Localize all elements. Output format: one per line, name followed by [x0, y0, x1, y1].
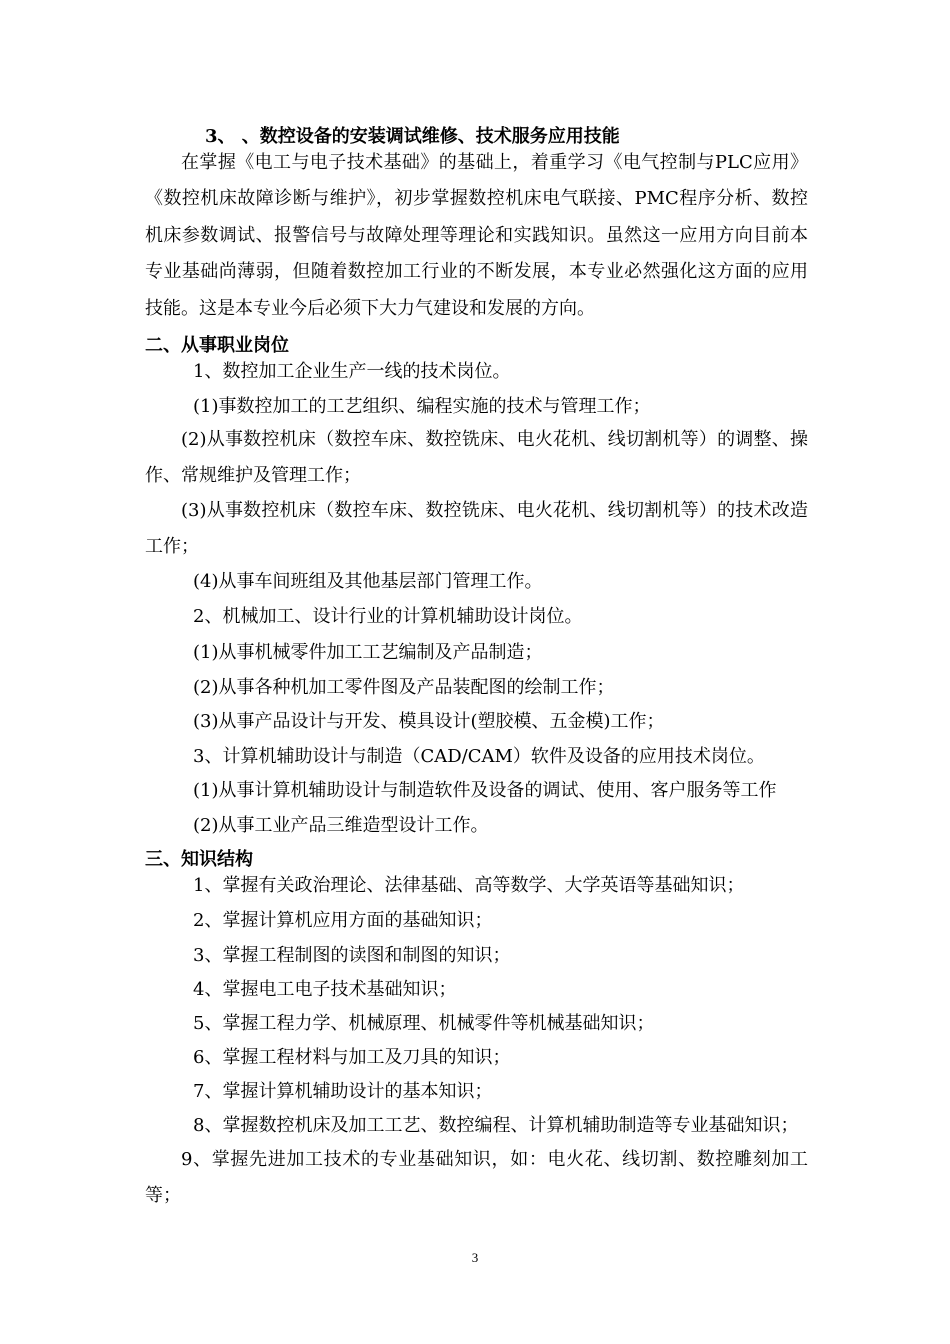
section-3-heading: 3、 、数控设备的安装调试维修、技术服务应用技能 — [205, 126, 620, 147]
job-group-2-item-1: (1)从事机械零件加工工艺编制及产品制造； — [193, 642, 543, 663]
job-group-1-item-2: (2)从事数控机床（数控车床、数控铣床、电火花机、线切割机等）的调整、操作、常规维护及管理工作； — [145, 429, 808, 487]
knowledge-item-1: 1、掌握有关政治理论、法律基础、高等数学、大学英语等基础知识； — [193, 875, 745, 896]
knowledge-item-6: 6、掌握工程材料与加工及刀具的知识； — [193, 1047, 511, 1068]
job-group-3-item-1: (1)从事计算机辅助设计与制造软件及设备的调试、使用、客户服务等工作 — [193, 780, 777, 801]
job-group-2-item-3: (3)从事产品设计与开发、模具设计(塑胶模、五金模)工作； — [193, 711, 665, 732]
job-group-1-item-3: (3)从事数控机床（数控车床、数控铣床、电火花机、线切割机等）的技术改造工作； — [145, 500, 808, 558]
knowledge-item-2: 2、掌握计算机应用方面的基础知识； — [193, 910, 493, 931]
knowledge-item-4: 4、掌握电工电子技术基础知识； — [193, 979, 457, 1000]
job-group-3-title: 3、计算机辅助设计与制造（CAD/CAM）软件及设备的应用技术岗位。 — [193, 746, 765, 767]
section-3-body: 在掌握《电工与电子技术基础》的基础上，着重学习《电气控制与PLC应用》《数控机床故障诊断与维护》，初步掌握数控机床电气联接、PMC程序分析、数控机床参数调试、报警信号与故障处理等理论和实践知识。虽然这一应用方向目前本专业基础尚薄弱，但随着数控加工行业的不断发展，本专业必然强化这方面的应用技能。这是本专业今后必须下大力气建设和发展的方向。 — [145, 152, 808, 319]
jobs-heading: 二、从事职业岗位 — [145, 335, 289, 356]
job-group-1-item-1: (1)事数控加工的工艺组织、编程实施的技术与管理工作； — [193, 396, 651, 417]
job-group-1-item-4: (4)从事车间班组及其他基层部门管理工作。 — [193, 571, 543, 592]
job-group-2-title: 2、机械加工、设计行业的计算机辅助设计岗位。 — [193, 606, 583, 627]
job-group-3-item-2: (2)从事工业产品三维造型设计工作。 — [193, 815, 489, 836]
knowledge-item-3: 3、掌握工程制图的读图和制图的知识； — [193, 945, 511, 966]
knowledge-item-9: 9、掌握先进加工技术的专业基础知识，如：电火花、线切割、数控雕刻加工等； — [145, 1149, 808, 1207]
knowledge-item-7: 7、掌握计算机辅助设计的基本知识； — [193, 1081, 493, 1102]
knowledge-item-5: 5、掌握工程力学、机械原理、机械零件等机械基础知识； — [193, 1013, 655, 1034]
job-group-2-item-2: (2)从事各种机加工零件图及产品装配图的绘制工作； — [193, 677, 615, 698]
knowledge-item-8: 8、掌握数控机床及加工工艺、数控编程、计算机辅助制造等专业基础知识； — [193, 1115, 799, 1136]
job-group-1-title: 1、数控加工企业生产一线的技术岗位。 — [193, 361, 511, 382]
page-number: 3 — [471, 1250, 479, 1265]
knowledge-heading: 三、知识结构 — [145, 849, 253, 870]
